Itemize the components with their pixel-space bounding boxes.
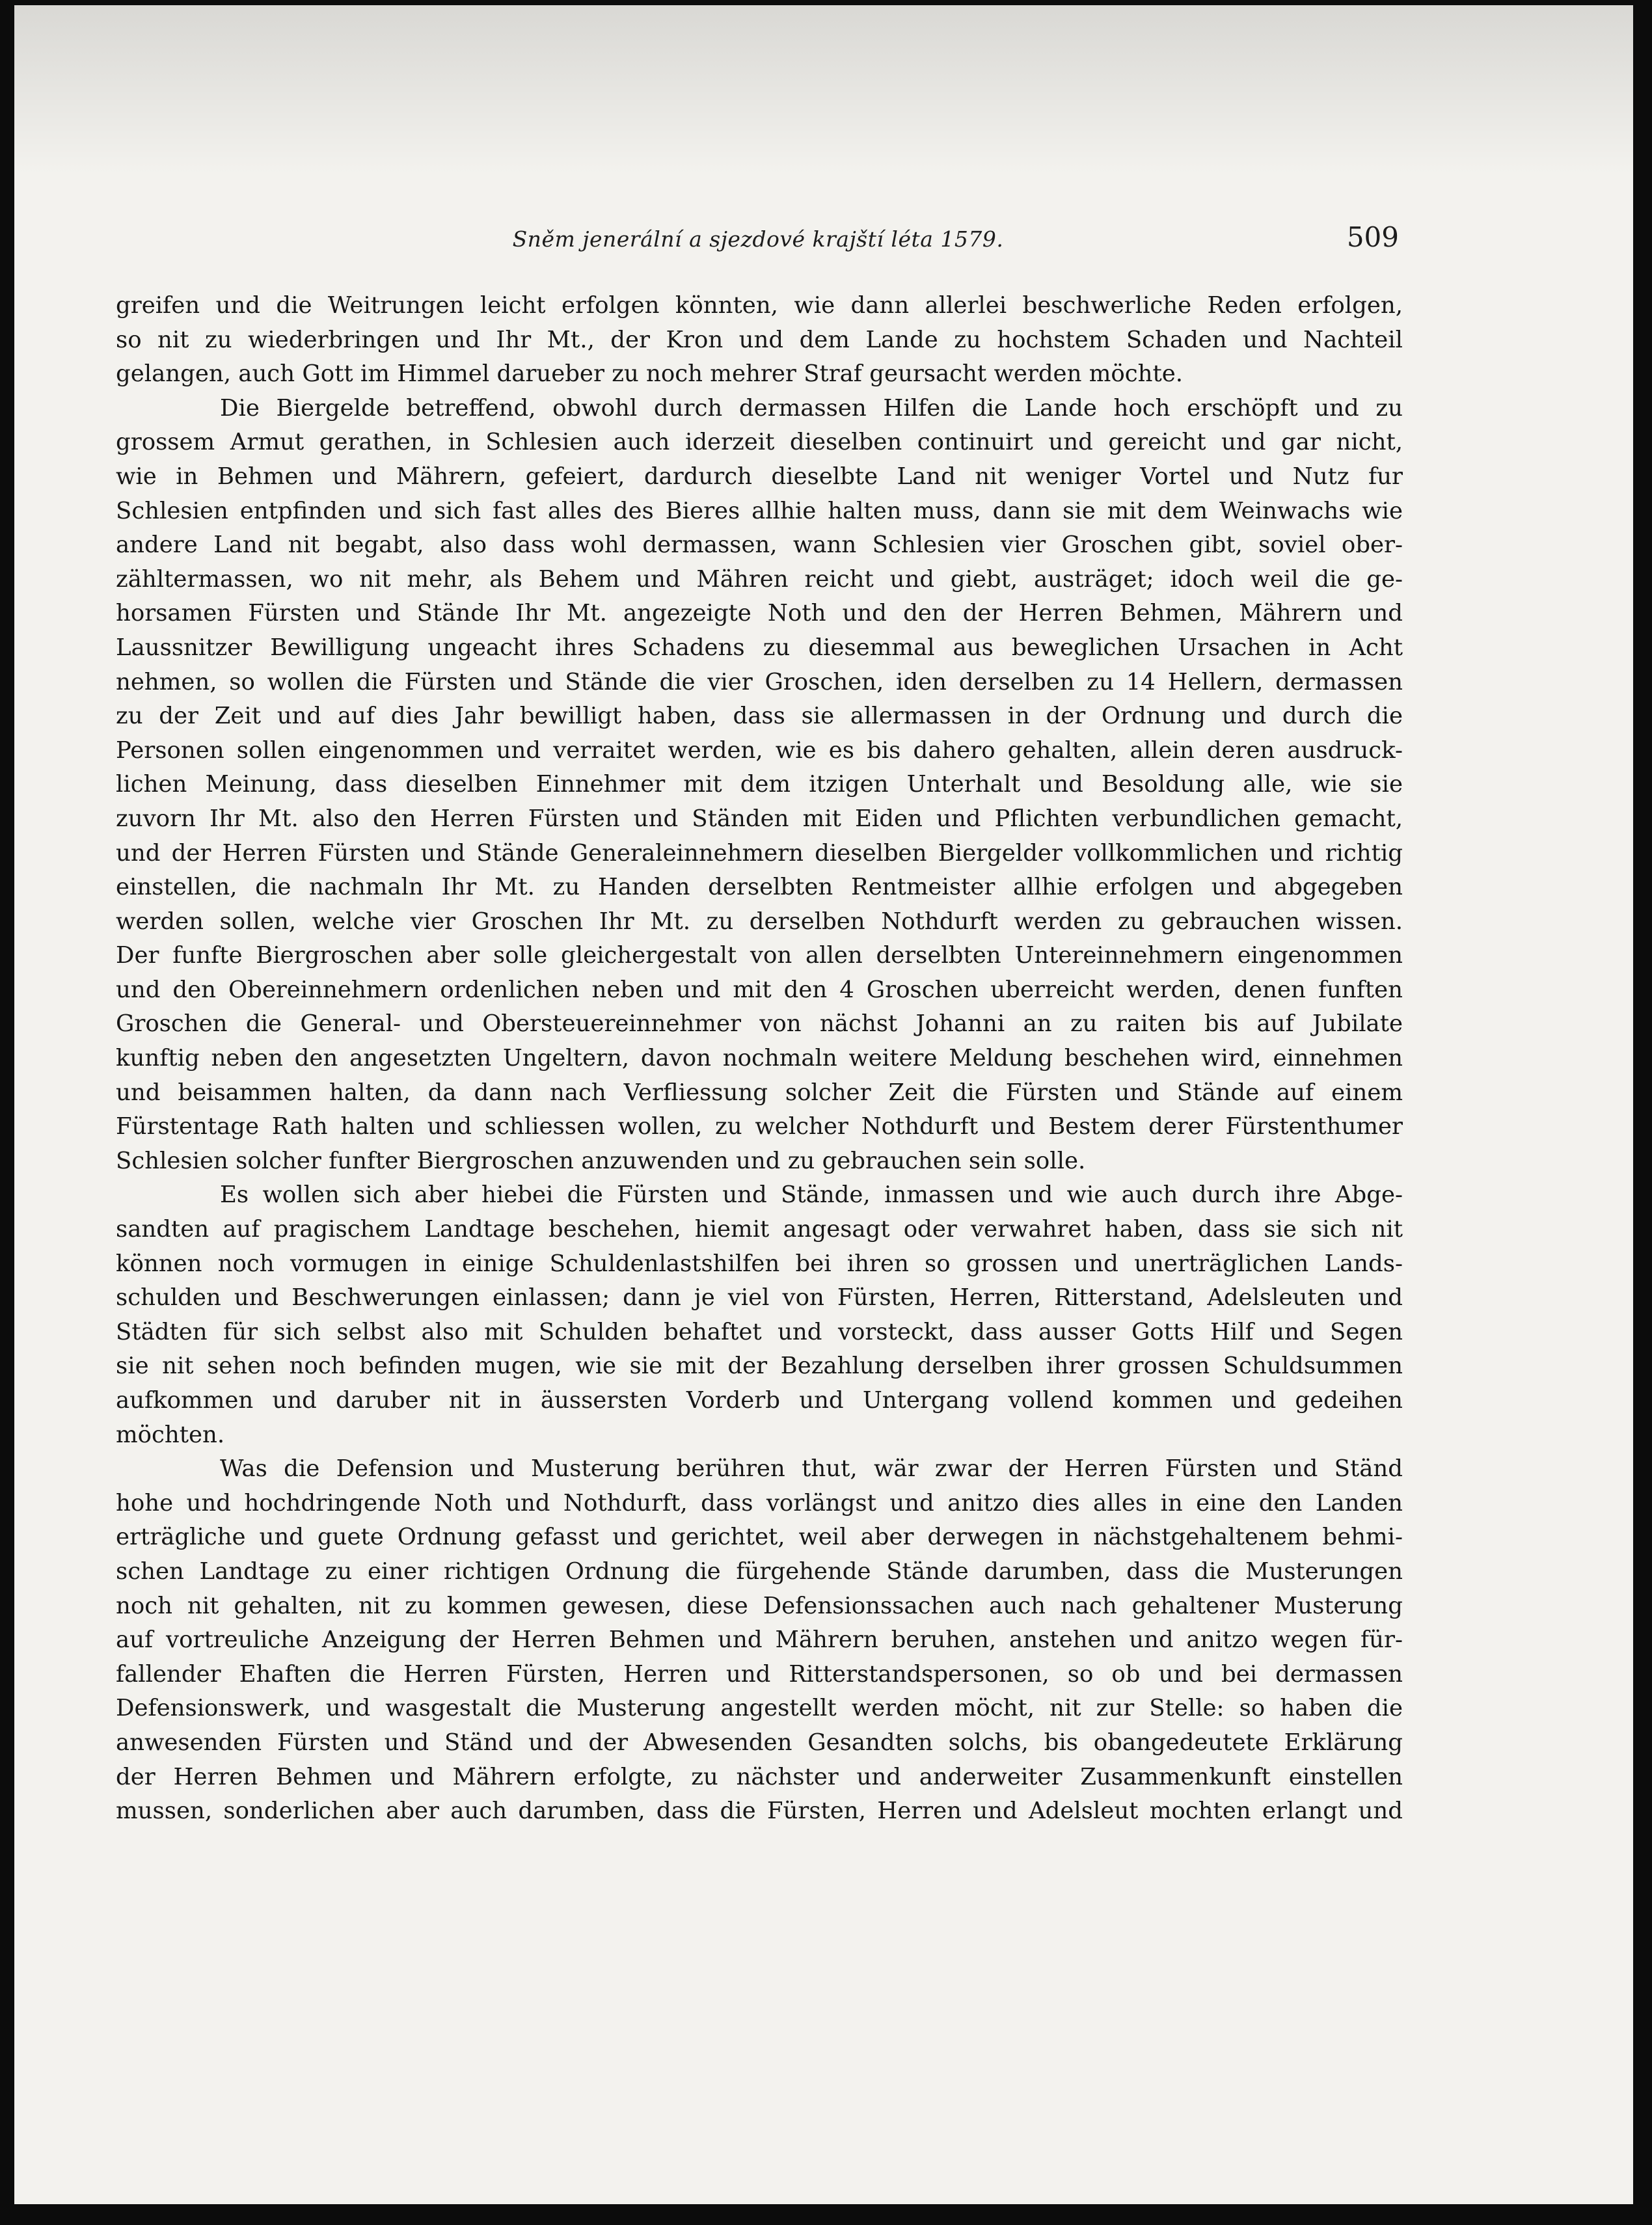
text-line: horsamen Fürsten und Stände Ihr Mt. angezeigte Noth und den der Herren Behmen, Mährern und [116,600,1403,627]
text-line: Defensionswerk, und wasgestalt die Musterung angestellt werden möcht, nit zur Stelle: so haben die [116,1695,1403,1722]
text-line: so nit zu wiederbringen und Ihr Mt., der Kron und dem Lande zu hochstem Schaden und Nachteil [116,326,1403,353]
paragraph-first-line: Es wollen sich aber hiebei die Fürsten und Stände, inmassen und wie auch durch ihre Abge- [220,1181,1403,1209]
text-line: und beisammen halten, da dann nach Verfliessung solcher Zeit die Fürsten und Stände auf einem [116,1079,1403,1106]
text-line: gelangen, auch Gott im Himmel darueber zu noch mehrer Straf geursacht werden möchte. [116,360,1184,388]
paragraph-first-line: Die Biergelde betreffend, obwohl durch dermassen Hilfen die Lande hoch erschöpft und zu [220,394,1403,422]
text-line: fallender Ehaften die Herren Fürsten, Herren und Ritterstandspersonen, so ob und bei dermassen [116,1660,1403,1688]
text-line: auf vortreuliche Anzeigung der Herren Behmen und Mährern beruhen, anstehen und anitzo wegen für- [116,1626,1403,1654]
text-line: Laussnitzer Bewilligung ungeacht ihres Schadens zu diesemmal aus beweglichen Ursachen in Acht [116,634,1403,661]
text-line: noch nit gehalten, nit zu kommen gewesen, diese Defensionssachen auch nach gehaltener Musterung [116,1592,1403,1619]
text-line: einstellen, die nachmaln Ihr Mt. zu Handen derselbten Rentmeister allhie erfolgen und abgegeben [116,874,1403,901]
text-line: nehmen, so wollen die Fürsten und Stände die vier Groschen, iden derselben zu 14 Hellern, dermassen [116,668,1403,695]
text-line: schulden und Beschwerungen einlassen; dann je viel von Fürsten, Herren, Ritterstand, Adelsleuten und [116,1284,1403,1312]
text-line: sie nit sehen noch befinden mugen, wie sie mit der Bezahlung derselben ihrer grossen Schuldsummen [116,1353,1403,1380]
text-line: Städten für sich selbst also mit Schulden behaftet und vorsteckt, dass ausser Gotts Hilf und Segen [116,1318,1403,1345]
page-number: 509 [1346,221,1399,253]
text-line: andere Land nit begabt, also dass wohl dermassen, wann Schlesien vier Groschen gibt, soviel ober- [116,532,1403,559]
text-line: anwesenden Fürsten und Ständ und der Abwesenden Gesandten solchs, bis obangedeutete Erklärung [116,1729,1403,1756]
text-line: mussen, sonderlichen aber auch darumben, dass die Fürsten, Herren und Adelsleut mochten erlangt und [116,1798,1403,1825]
text-line: Groschen die General- und Obersteuereinnehmer von nächst Johanni an zu raiten bis auf Jubilate [116,1010,1403,1038]
text-line: greifen und die Weitrungen leicht erfolgen könnten, wie dann allerlei beschwerliche Reden erfolgen, [116,292,1403,319]
text-line: zuvorn Ihr Mt. also den Herren Fürsten und Ständen mit Eiden und Pflichten verbundlichen gemacht, [116,805,1403,832]
text-line: lichen Meinung, dass dieselben Einnehmer mit dem itzigen Unterhalt und Besoldung alle, wie sie [116,771,1403,798]
text-line: grossem Armut gerathen, in Schlesien auch iderzeit dieselben continuirt und gereicht und gar nicht, [116,429,1403,456]
text-line: Schlesien solcher funfter Biergroschen anzuwenden und zu gebrauchen sein solle. [116,1147,1086,1174]
text-line: Personen sollen eingenommen und verraitet werden, wie es bis dahero gehalten, allein deren ausdruck- [116,736,1403,764]
text-line: zu der Zeit und auf dies Jahr bewilligt haben, dass sie allermassen in der Ordnung und durch die [116,703,1403,730]
paragraph-first-line: Was die Defension und Musterung berühren thut, wär zwar der Herren Fürsten und Ständ [220,1455,1403,1483]
page-shadow [14,5,1633,174]
text-line: Fürstentage Rath halten und schliessen wollen, zu welcher Nothdurft und Bestem derer Fürstenthumer [116,1113,1403,1140]
text-line: sandten auf pragischem Landtage beschehen, hiemit angesagt oder verwahret haben, dass sie sich nit [116,1216,1403,1243]
text-line: Der funfte Biergroschen aber solle gleichergestalt von allen derselbten Untereinnehmern eingenommen [116,942,1403,969]
text-line: werden sollen, welche vier Groschen Ihr Mt. zu derselben Nothdurft werden zu gebrauchen wissen. [116,908,1403,935]
text-line: der Herren Behmen und Mährern erfolgte, zu nächster und anderweiter Zusammenkunft einstellen [116,1763,1403,1790]
running-title: Sněm jenerální a sjezdové krajští léta 1579. [512,226,1004,252]
text-line: möchten. [116,1421,225,1448]
text-line: aufkommen und daruber nit in äussersten Vorderb und Untergang vollend kommen und gedeihen [116,1387,1403,1414]
text-line: und der Herren Fürsten und Stände Generaleinnehmern dieselben Biergelder vollkommlichen und richtig [116,839,1403,867]
text-line: kunftig neben den angesetzten Ungeltern, davon nochmaln weitere Meldung beschehen wird, einnehmen [116,1045,1403,1072]
text-line: und den Obereinnehmern ordenlichen neben und mit den 4 Groschen uberreicht werden, denen funften [116,976,1403,1003]
text-line: schen Landtage zu einer richtigen Ordnung die fürgehende Stände darumben, dass die Musterungen [116,1557,1403,1585]
text-line: können noch vormugen in einige Schuldenlastshilfen bei ihren so grossen und unerträglichen Lands- [116,1250,1403,1277]
text-line: Schlesien entpfinden und sich fast alles des Bieres allhie halten muss, dann sie mit dem Weinwachs wie [116,497,1403,524]
text-line: erträgliche und guete Ordnung gefasst und gerichtet, weil aber derwegen in nächstgehaltenem behmi- [116,1524,1403,1551]
text-line: zähltermassen, wo nit mehr, als Behem und Mähren reicht und giebt, austräget; idoch weil die ge- [116,565,1403,593]
page-header [117,221,1399,260]
text-line: hohe und hochdringende Noth und Nothdurft, dass vorlängst und anitzo dies alles in eine den Landen [116,1489,1403,1517]
text-line: wie in Behmen und Mährern, gefeiert, dardurch dieselbte Land nit weniger Vortel und Nutz fur [116,463,1403,490]
body-text [116,289,1403,1829]
